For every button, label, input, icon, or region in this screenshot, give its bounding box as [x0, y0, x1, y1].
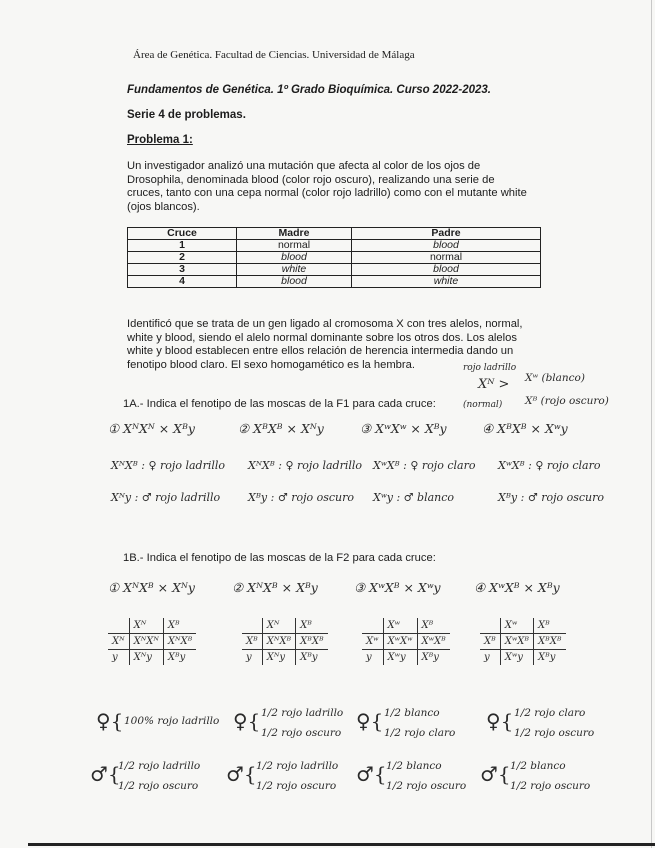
col-header: Madre [237, 228, 352, 240]
f2-3-female-b: 1/2 rojo claro [384, 727, 456, 739]
table-cell: 2 [128, 252, 237, 264]
f2-cross-2: ② XᴺXᴮ × Xᴮy [232, 580, 318, 595]
f2-2-female-b: 1/2 rojo oscuro [261, 727, 342, 739]
note-normal: (normal) [463, 400, 503, 410]
punnett-cell: XᴺXᴺ [129, 634, 163, 650]
note-xw: Xʷ (blanco) [525, 372, 585, 384]
f1-answers [108, 421, 638, 533]
table-cell: blood [352, 240, 541, 252]
col-header: Cruce [128, 228, 237, 240]
f2-female-results [96, 705, 641, 749]
punnett-cell: Xᴮy [538, 652, 556, 663]
f1-cross-3: ③ XʷXʷ × Xᴮy [360, 421, 447, 436]
institution-header: Área de Genética. Facultad de Ciencias. Universidad de Málaga [133, 49, 415, 61]
punnett-cell: Xᴺ [129, 618, 163, 634]
table-row [128, 276, 541, 288]
question-1a-title: 1A.- Indica el fenotipo de las moscas de la F1 para cada cruce: [123, 398, 436, 410]
female-symbol-icon: ♀{ [233, 709, 261, 733]
table-cell: 1 [128, 240, 237, 252]
problem-title: Problema 1: [127, 134, 193, 146]
paragraph-line: fenotipo blood claro. El sexo homogamético es la hembra. [127, 358, 415, 371]
f2-2-male-a: 1/2 rojo ladrillo [256, 760, 339, 772]
paragraph-line: white y blood, siendo el alelo normal dominante sobre los otros dos. Los alelos [127, 331, 517, 344]
f2-4-male-b: 1/2 rojo oscuro [510, 780, 591, 792]
punnett-cell: y [108, 650, 129, 666]
table-row [128, 264, 541, 276]
punnett-cell: XᴮXᴮ [534, 634, 566, 650]
f2-cross-1: ① XᴺXᴮ × Xᴺy [108, 580, 195, 595]
col-header: Padre [352, 228, 541, 240]
table-row [128, 240, 541, 252]
f1-cross-1-female: XᴺXᴮ : ♀ rojo ladrillo [111, 459, 226, 472]
f2-1-male-b: 1/2 rojo oscuro [118, 780, 199, 792]
punnett-cell: XʷXᴮ [500, 634, 533, 650]
punnett-cell: Xᴮ [296, 618, 328, 634]
punnett-cell [362, 618, 383, 634]
table-cell: white [237, 264, 352, 276]
punnett-cell: Xʷy [383, 650, 417, 666]
punnett-cell: XᴮXᴮ [296, 634, 328, 650]
punnett-cell: Xᴮy [167, 652, 186, 663]
punnett-cell: XᴺXᴮ [163, 634, 196, 650]
f2-2-female-a: 1/2 rojo ladrillo [261, 707, 344, 719]
female-symbol-icon: ♀{ [486, 709, 514, 733]
f1-cross-4: ④ XᴮXᴮ × Xʷy [482, 421, 568, 436]
f1-cross-2-female: XᴺXᴮ : ♀ rojo ladrillo [248, 459, 363, 472]
punnett-cell: y [480, 650, 500, 666]
question-1b-title: 1B.- Indica el fenotipo de las moscas de la F2 para cada cruce: [123, 552, 436, 564]
punnett-cell [242, 618, 262, 634]
f2-cross-3: ③ XʷXᴮ × Xʷy [354, 580, 441, 595]
punnett-cell: y [362, 650, 383, 666]
punnett-cell: Xᴺy [129, 650, 163, 666]
punnett-cell: XᴺXᴮ [262, 634, 295, 650]
f2-cross-labels [108, 580, 638, 600]
f1-cross-4-female: XʷXᴮ : ♀ rojo claro [498, 459, 601, 472]
punnett-cell: Xᴮy [300, 652, 318, 663]
punnett-square-4 [480, 618, 566, 665]
punnett-cell: Xᴺ [108, 634, 129, 650]
f1-cross-1: ① XᴺXᴺ × Xᴮy [108, 421, 195, 436]
f1-cross-2-male: Xᴮy : ♂ rojo oscuro [248, 491, 354, 504]
note-xb: Xᴮ (rojo oscuro) [525, 395, 609, 407]
punnett-cell: Xᴺy [262, 650, 295, 666]
f2-1-female: 100% rojo ladrillo [124, 715, 220, 727]
table-cell: blood [352, 264, 541, 276]
course-title: Fundamentos de Genética. 1º Grado Bioquímica. Curso 2022-2023. [127, 84, 492, 96]
page-edge [651, 0, 652, 848]
f2-2-male-b: 1/2 rojo oscuro [256, 780, 337, 792]
male-symbol-icon: ♂{ [226, 762, 257, 786]
intro-line: (ojos blancos). [127, 200, 200, 213]
table-cell: 4 [128, 276, 237, 288]
table-cell: 3 [128, 264, 237, 276]
f2-cross-4: ④ XʷXᴮ × Xᴮy [474, 580, 560, 595]
punnett-cell: Xʷ [362, 634, 383, 650]
punnett-cell: Xᴮ [534, 618, 566, 634]
f1-cross-3-female: XʷXᴮ : ♀ rojo claro [373, 459, 476, 472]
paragraph-line: white y blood establecen entre ellos relación de herencia intermedia dando un [127, 345, 514, 358]
punnett-cell: Xᴮ [163, 618, 196, 634]
punnett-cell: Xᴺ [262, 618, 295, 634]
table-cell: normal [352, 252, 541, 264]
intro-line: Un investigador analizó una mutación que afecta al color de los ojos de [127, 160, 481, 172]
series-title: Serie 4 de problemas. [127, 109, 246, 121]
punnett-cell: Xᴮ [242, 634, 262, 650]
punnett-cell: y [242, 650, 262, 666]
female-symbol-icon: ♀{ [96, 709, 124, 733]
punnett-cell: Xʷy [500, 650, 533, 666]
f2-male-results [90, 758, 640, 804]
punnett-cell: XʷXʷ [383, 634, 417, 650]
f1-cross-4-male: Xᴮy : ♂ rojo oscuro [498, 491, 604, 504]
table-cell: normal [237, 240, 352, 252]
punnett-cell: Xʷ [383, 618, 417, 634]
crosses-table [127, 227, 541, 288]
f2-3-male-a: 1/2 blanco [386, 760, 442, 772]
table-cell: blood [237, 252, 352, 264]
f2-1-male-a: 1/2 rojo ladrillo [118, 760, 201, 772]
table-cell: blood [237, 276, 352, 288]
table-header-row [128, 228, 541, 240]
punnett-cell: Xᴮ [480, 634, 500, 650]
punnett-cell [108, 618, 129, 634]
f2-3-male-b: 1/2 rojo oscuro [386, 780, 467, 792]
table-cell: white [352, 276, 541, 288]
intro-line: Drosophila, denominada blood (color rojo oscuro), realizando una serie de [127, 173, 495, 186]
f1-cross-2: ② XᴮXᴮ × Xᴺy [238, 421, 324, 436]
punnett-cell: Xʷ [500, 618, 533, 634]
intro-line: cruces, tanto con una cepa normal (color rojo ladrillo) como con el mutante white [127, 187, 527, 200]
bottom-rule [28, 843, 655, 846]
punnett-cell: XʷXᴮ [417, 634, 450, 650]
punnett-square-3 [362, 618, 450, 665]
f2-3-female-a: 1/2 blanco [384, 707, 440, 719]
female-symbol-icon: ♀{ [356, 709, 384, 733]
paragraph-line: Identificó que se trata de un gen ligado al cromosoma X con tres alelos, normal, [127, 318, 523, 330]
male-symbol-icon: ♂{ [356, 762, 387, 786]
f2-4-female-a: 1/2 rojo claro [514, 707, 586, 719]
intro-text [127, 160, 545, 214]
note-xn: Xᴺ > [478, 377, 510, 392]
punnett-square-2 [242, 618, 328, 665]
f2-4-female-b: 1/2 rojo oscuro [514, 727, 595, 739]
f1-cross-1-male: Xᴺy : ♂ rojo ladrillo [111, 491, 221, 504]
f1-cross-3-male: Xʷy : ♂ blanco [373, 491, 455, 504]
punnett-cell [480, 618, 500, 634]
f2-4-male-a: 1/2 blanco [510, 760, 566, 772]
punnett-cell: Xᴮy [421, 652, 439, 663]
note-rojo-ladrillo: rojo ladrillo [463, 363, 517, 373]
punnett-square-1 [108, 618, 196, 665]
table-row [128, 252, 541, 264]
punnett-cell: Xᴮ [417, 618, 450, 634]
male-symbol-icon: ♂{ [90, 762, 121, 786]
male-symbol-icon: ♂{ [480, 762, 511, 786]
